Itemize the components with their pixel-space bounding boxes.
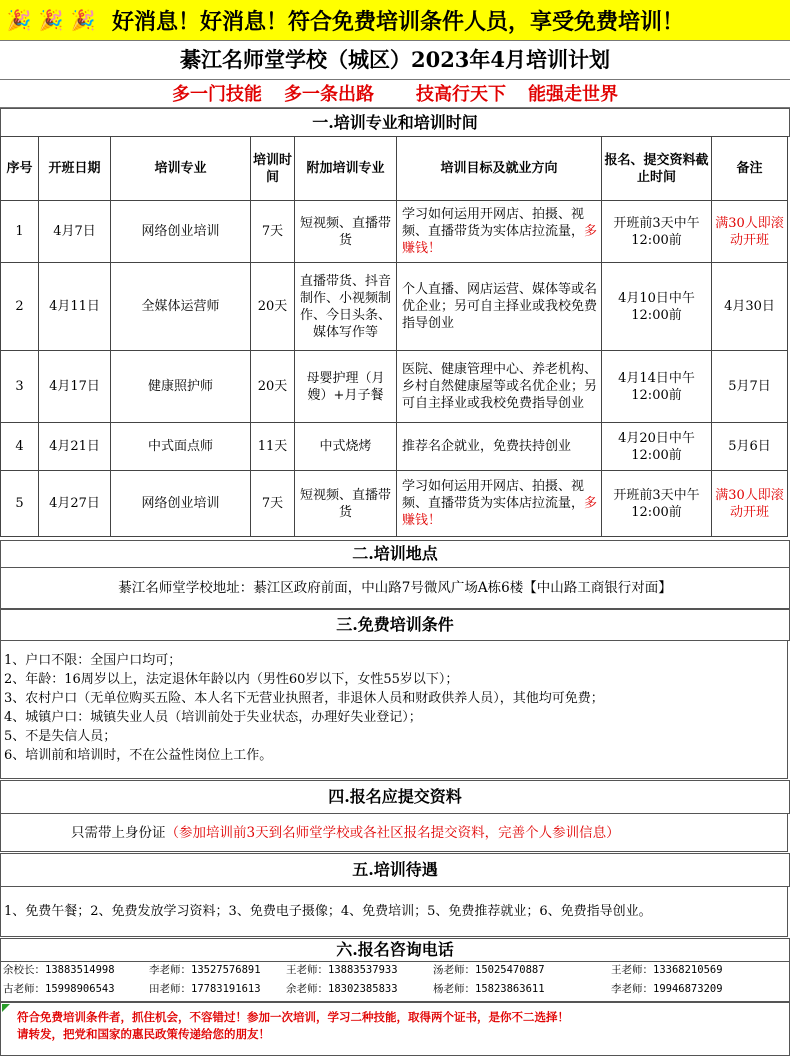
contact-item: 汤老师：15025470887 <box>433 964 545 976</box>
header-days: 培训时间 <box>251 137 295 201</box>
contacts-row <box>1 961 789 980</box>
cell-date: 4月27日 <box>39 471 111 537</box>
condition-item: 2、年龄：16周岁以上，法定退休年龄以内（男性60岁以下，女性55岁以下）； <box>4 672 459 687</box>
banner-text: 好消息！好消息！符合免费培训条件人员，享受免费培训！ <box>112 8 685 35</box>
footer-line: 请转发，把党和国家的惠民政策传递给您的朋友！ <box>17 1027 270 1041</box>
materials-text <box>0 814 788 852</box>
cell-no: 2 <box>1 263 39 351</box>
cell-extra: 中式烧烤 <box>295 423 397 471</box>
cell-no: 3 <box>1 351 39 423</box>
cell-days: 7天 <box>251 201 295 263</box>
cell-note: 5月7日 <box>712 351 788 423</box>
party-popper-icon: 🎉 <box>6 8 32 32</box>
cell-days: 20天 <box>251 263 295 351</box>
cell-major: 健康照护师 <box>111 351 251 423</box>
cell-major: 中式面点师 <box>111 423 251 471</box>
cell-date: 4月17日 <box>39 351 111 423</box>
condition-item: 4、城镇户口：城镇失业人员（培训前处于失业状态，办理好失业登记）； <box>4 710 422 725</box>
goal-text: 学习如何运用开网店、拍摄、视频、直播带货为实体店拉流量， <box>402 207 585 239</box>
party-popper-icon: 🎉 <box>70 8 96 32</box>
party-popper-icon: 🎉 <box>38 8 64 32</box>
cell-extra: 直播带货、抖音制作、小视频制作、今日头条、媒体写作等 <box>295 263 397 351</box>
conditions-list <box>0 641 788 779</box>
cell-goal: 个人直播、网店运营、媒体等或名优企业；另可自主择业或我校免费指导创业 <box>397 263 602 351</box>
contact-item: 李老师：19946873209 <box>611 983 723 995</box>
contact-item: 王老师：13368210569 <box>611 964 723 976</box>
footer-notice <box>0 1002 790 1056</box>
condition-item: 5、不是失信人员； <box>4 729 117 744</box>
cell-days: 7天 <box>251 471 295 537</box>
condition-item: 1、户口不限：全国户口均可； <box>4 653 182 668</box>
cell-no: 1 <box>1 201 39 263</box>
cell-date: 4月7日 <box>39 201 111 263</box>
cell-date: 4月21日 <box>39 423 111 471</box>
table-header-row <box>1 137 788 201</box>
page-title: 綦江名师堂学校（城区）2023年4月培训计划 <box>0 41 790 80</box>
cell-note: 5月6日 <box>712 423 788 471</box>
section-2-heading: 二.培训地点 <box>0 540 790 568</box>
contacts-block <box>0 961 790 1002</box>
goal-highlight: 多赚钱！ <box>402 496 598 528</box>
cell-no: 4 <box>1 423 39 471</box>
slogan-row <box>0 79 790 108</box>
section-1-heading: 一.培训专业和培训时间 <box>0 108 790 137</box>
header-date: 开班日期 <box>39 137 111 201</box>
materials-main: 只需带上身份证 <box>71 825 166 841</box>
cell-deadline: 4月10日中午12:00前 <box>602 263 712 351</box>
header-major: 培训专业 <box>111 137 251 201</box>
section-5-heading: 五.培训待遇 <box>0 853 790 887</box>
top-banner <box>0 0 790 41</box>
slogan-3: 技高行天下 <box>416 84 506 105</box>
cell-deadline: 4月14日中午12:00前 <box>602 351 712 423</box>
header-extra: 附加培训专业 <box>295 137 397 201</box>
corner-marker <box>2 1004 10 1012</box>
header-note: 备注 <box>712 137 788 201</box>
goal-text: 学习如何运用开网店、拍摄、视频、直播带货为实体店拉流量， <box>402 479 585 511</box>
contact-item: 余老师：18302385833 <box>286 983 398 995</box>
goal-highlight: 多赚钱！ <box>402 224 598 256</box>
section-4-heading: 四.报名应提交资料 <box>0 780 790 814</box>
cell-extra: 短视频、直播带货 <box>295 201 397 263</box>
cell-days: 11天 <box>251 423 295 471</box>
condition-item: 6、培训前和培训时，不在公益性岗位上工作。 <box>4 748 273 763</box>
cell-note: 满30人即滚动开班 <box>712 471 788 537</box>
contact-item: 古老师：15998906543 <box>3 983 115 995</box>
condition-item: 3、农村户口（无单位购买五险、本人名下无营业执照者，非退休人员和财政供养人员），其他均可免费； <box>4 691 604 706</box>
slogan-2: 多一条出路 <box>284 84 374 105</box>
cell-note: 4月30日 <box>712 263 788 351</box>
header-no: 序号 <box>1 137 39 201</box>
table-row <box>1 201 788 263</box>
contact-item: 王老师：13883537933 <box>286 964 398 976</box>
table-row <box>1 471 788 537</box>
cell-major: 网络创业培训 <box>111 201 251 263</box>
header-deadline: 报名、提交资料截止时间 <box>602 137 712 201</box>
table-row <box>1 263 788 351</box>
cell-goal: 推荐名企就业，免费扶持创业 <box>397 423 602 471</box>
cell-extra: 母婴护理（月嫂）+月子餐 <box>295 351 397 423</box>
section-3-heading: 三.免费培训条件 <box>0 609 790 641</box>
contact-item: 余校长：13883514998 <box>3 964 115 976</box>
cell-major: 网络创业培训 <box>111 471 251 537</box>
cell-major: 全媒体运营师 <box>111 263 251 351</box>
cell-deadline: 开班前3天中午12:00前 <box>602 471 712 537</box>
benefits-text: 1、免费午餐；2、免费发放学习资料；3、免费电子摄像；4、免费培训；5、免费推荐就业；6、免费指导创业。 <box>0 887 788 937</box>
address-text: 綦江名师堂学校地址：綦江区政府前面，中山路7号微风广场A栋6楼【中山路工商银行对面】 <box>0 568 790 609</box>
cell-date: 4月11日 <box>39 263 111 351</box>
slogan-4: 能强走世界 <box>528 84 618 105</box>
contact-item: 杨老师：15823863611 <box>433 983 545 995</box>
slogan-1: 多一门技能 <box>172 84 262 105</box>
contact-item: 田老师：17783191613 <box>149 983 261 995</box>
cell-note: 满30人即滚动开班 <box>712 201 788 263</box>
cell-goal: 医院、健康管理中心、养老机构、乡村自然健康屋等或名优企业；另可自主择业或我校免费指导创业 <box>397 351 602 423</box>
cell-goal <box>397 201 602 263</box>
table-row <box>1 423 788 471</box>
table-row <box>1 351 788 423</box>
materials-note: （参加培训前3天到名师堂学校或各社区报名提交资料，完善个人参训信息） <box>165 825 620 841</box>
cell-days: 20天 <box>251 351 295 423</box>
party-icons <box>6 8 106 32</box>
footer-line: 符合免费培训条件者，抓住机会，不容错过！参加一次培训，学习二种技能，取得两个证书，是你不二选择！ <box>17 1010 569 1024</box>
cell-deadline: 4月20日中午12:00前 <box>602 423 712 471</box>
cell-extra: 短视频、直播带货 <box>295 471 397 537</box>
contact-item: 李老师：13527576891 <box>149 964 261 976</box>
contacts-row <box>1 980 789 999</box>
cell-goal <box>397 471 602 537</box>
schedule-table <box>0 136 788 537</box>
cell-no: 5 <box>1 471 39 537</box>
section-6-heading: 六.报名咨询电话 <box>0 938 790 962</box>
cell-deadline: 开班前3天中午12:00前 <box>602 201 712 263</box>
header-goal: 培训目标及就业方向 <box>397 137 602 201</box>
